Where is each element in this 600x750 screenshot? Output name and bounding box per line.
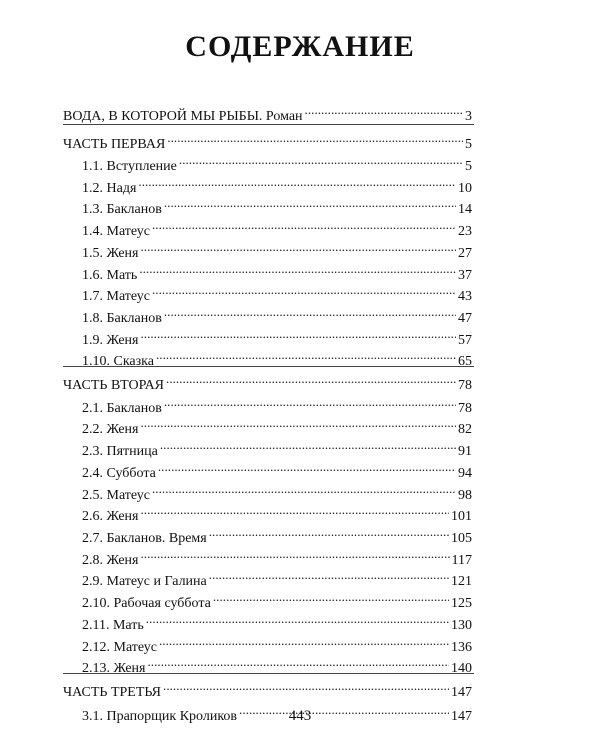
toc-entry-page: 147: [451, 685, 472, 700]
toc-entry: [82, 259, 472, 283]
divider: [63, 673, 474, 674]
toc-entry: [82, 392, 472, 416]
toc-entry-label: 1.9. Женя: [82, 333, 139, 348]
toc-entry-part-two: [63, 369, 472, 393]
dot-leader: [147, 652, 449, 672]
toc-entry-page: 136: [451, 640, 472, 655]
toc-entry-label: 2.10. Рабочая суббота: [82, 596, 211, 611]
toc-entry-page: 130: [451, 618, 472, 633]
toc-entry-page: 37: [458, 268, 472, 283]
toc-entry-label: 1.10. Сказка: [82, 354, 154, 369]
dot-leader: [167, 128, 463, 148]
toc-entry: [82, 522, 472, 546]
page-number: 443: [288, 708, 312, 724]
toc-entry: [82, 237, 472, 261]
dot-leader: [152, 280, 456, 300]
toc-entry: [82, 345, 472, 369]
toc-entry-label: 2.12. Матеус: [82, 640, 157, 655]
toc-entry-page: 125: [451, 596, 472, 611]
toc-entry-page: 14: [458, 202, 472, 217]
dot-leader: [166, 369, 456, 389]
toc-entry-label: 1.7. Матеус: [82, 289, 150, 304]
toc-entry: [82, 172, 472, 196]
toc-entry-page: 91: [458, 444, 472, 459]
toc-entry-page: 65: [458, 354, 472, 369]
toc-entry: [82, 413, 472, 437]
dot-leader: [164, 392, 456, 412]
dot-leader: [209, 565, 449, 585]
toc-entry-label: 1.4. Матеус: [82, 224, 150, 239]
dot-leader: [152, 215, 456, 235]
toc-entry-page: 98: [458, 488, 472, 503]
toc-entry: [82, 479, 472, 503]
toc-entry-page: 47: [458, 311, 472, 326]
toc-entry-page: 3: [465, 109, 472, 124]
toc-entry-label: 2.13. Женя: [82, 661, 146, 676]
toc-entry-page: 27: [458, 246, 472, 261]
toc-entry: [82, 215, 472, 239]
toc-entry-page: 23: [458, 224, 472, 239]
dot-leader: [140, 237, 456, 257]
toc-entry: [82, 544, 472, 568]
toc-entry-label: 1.5. Женя: [82, 246, 139, 261]
toc-entry-page: 94: [458, 466, 472, 481]
toc-entry: [82, 652, 472, 676]
toc-entry-label: 2.2. Женя: [82, 422, 139, 437]
toc-entry: [82, 565, 472, 589]
toc-entry-label: ВОДА, В КОТОРОЙ МЫ РЫБЫ. Роман: [63, 109, 303, 124]
toc-entry-page: 43: [458, 289, 472, 304]
divider: [63, 366, 474, 367]
toc-entry: [82, 631, 472, 655]
toc-entry-label: 3.1. Прапорщик Кроликов: [82, 709, 238, 724]
toc-entry-novel: [63, 100, 472, 124]
toc-entry-page: 101: [451, 509, 472, 524]
dot-leader: [146, 609, 449, 629]
toc-entry-page: 105: [451, 531, 472, 546]
toc-entry-label: 2.9. Матеус и Галина: [82, 574, 207, 589]
toc-entry: [82, 435, 472, 459]
toc-entry-label: ЧАСТЬ ТРЕТЬЯ: [63, 685, 162, 700]
toc-entry-label: 2.3. Пятница: [82, 444, 158, 459]
dot-leader: [140, 544, 449, 564]
toc-entry-part-three: [63, 676, 472, 700]
page-title: СОДЕРЖАНИЕ: [185, 30, 415, 63]
toc-entry: [82, 587, 472, 611]
toc-entry-page: 5: [465, 159, 472, 174]
toc-entry-page: 82: [458, 422, 472, 437]
dot-leader: [179, 150, 463, 170]
dot-leader: [140, 413, 456, 433]
toc-entry-page: 117: [451, 553, 472, 568]
dot-leader: [138, 172, 456, 192]
dot-leader: [140, 324, 456, 344]
toc-entry: [82, 457, 472, 481]
dot-leader: [213, 587, 449, 607]
toc-entry-label: 1.2. Надя: [82, 181, 137, 196]
toc-entry-page: 147: [451, 709, 472, 724]
dot-leader: [164, 302, 456, 322]
toc-entry: [82, 609, 472, 633]
dot-leader: [158, 457, 456, 477]
toc-entry-label: 2.1. Бакланов: [82, 401, 162, 416]
toc-entry-page: 57: [458, 333, 472, 348]
toc-entry-label: ЧАСТЬ ПЕРВАЯ: [63, 137, 166, 152]
dot-leader: [159, 631, 449, 651]
dot-leader: [163, 676, 449, 696]
toc-entry: [82, 150, 472, 174]
toc-entry-label: ЧАСТЬ ВТОРАЯ: [63, 378, 165, 393]
toc-entry-page: 78: [458, 401, 472, 416]
dot-leader: [160, 435, 456, 455]
toc-entry: [82, 193, 472, 217]
toc-entry-label: 2.11. Мать: [82, 618, 144, 633]
toc-entry: [82, 302, 472, 326]
toc-entry-page: 5: [465, 137, 472, 152]
dot-leader: [305, 100, 463, 120]
toc-entry-part-one: [63, 128, 472, 152]
toc-entry-page: 10: [458, 181, 472, 196]
toc-entry-page: 78: [458, 378, 472, 393]
dot-leader: [139, 259, 456, 279]
toc-entry: [82, 280, 472, 304]
toc-entry-label: 2.4. Суббота: [82, 466, 156, 481]
toc-entry-label: 2.5. Матеус: [82, 488, 150, 503]
toc-entry: [82, 500, 472, 524]
dot-leader: [140, 500, 449, 520]
toc-entry-label: 1.1. Вступление: [82, 159, 177, 174]
toc-entry-label: 2.6. Женя: [82, 509, 139, 524]
toc-entry-label: 2.8. Женя: [82, 553, 139, 568]
divider: [63, 124, 474, 125]
toc-entry-label: 1.8. Бакланов: [82, 311, 162, 326]
toc-entry-label: 1.6. Мать: [82, 268, 138, 283]
dot-leader: [156, 345, 456, 365]
dot-leader: [209, 522, 449, 542]
toc-entry-label: 2.7. Бакланов. Время: [82, 531, 207, 546]
toc-entry-label: 1.3. Бакланов: [82, 202, 162, 217]
dot-leader: [152, 479, 456, 499]
dot-leader: [164, 193, 456, 213]
toc-entry-page: 140: [451, 661, 472, 676]
toc-entry: [82, 324, 472, 348]
toc-entry-page: 121: [451, 574, 472, 589]
